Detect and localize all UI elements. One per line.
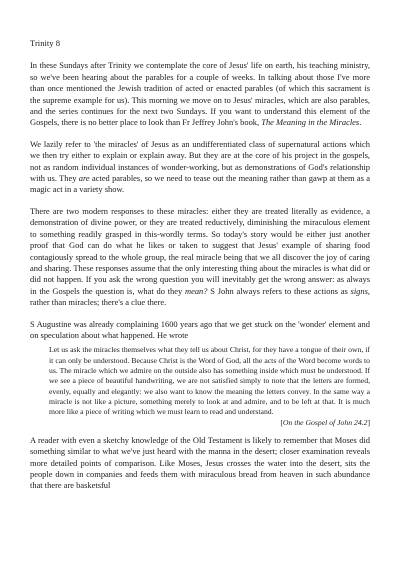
paragraph-1-text: In these Sundays after Trinity we contemplate the core of Jesus' life on earth, his teaching ministry, so we've been hearing about the parables for a couple of weeks. In talking about those I've more than once mentioned the Jewish tradition of acted or enacted parables (of which this sacrament is the supreme example for us). This morning we move on to Jesus' miracles, which are also parables, and the series continues for the next two Sundays. If you want to understand this element of the Gospels, there is no better place to look than Fr Jeffrey John's book, [30,60,370,128]
citation-close-bracket: ] [367,418,370,428]
paragraph-1-end: . [359,117,362,128]
block-quote-text: Let us ask the miracles themselves what they tell us about Christ, for they have a tongue of their own, if it can only be understood. Because Christ is the Word of God, all the acts of the Word become words to us. The miracle which we admire on the outside also has something inside which must be understood. If we see a piece of beautiful handwriting, we are not satisfied simply to note that the letters are formed, evenly, equally and elegantly: we also want to know the meaning the letters convey. In the same way a miracle is not like a picture, something merely to look at and admire, and to be left at that. It is much more like a piece of writing which we must learn to read and understand. [49,345,370,417]
paragraph-3-text-c: , rather than miracles; there's a clue there. [30,285,370,308]
paragraph-3 [30,206,370,309]
paragraph-2 [30,139,370,196]
paragraph-3-emphasis-signs: signs [350,285,368,296]
citation-open-bracket: [ [280,418,283,428]
paragraph-4: S Augustine was already complaining 1600 years ago that we get stuck on the 'wonder' element and on speculation about what happened. He wrote [30,318,370,340]
paragraph-3-text-a: There are two modern responses to these miracles: either they are treated literally as evidence, a demonstration of divine power, or they are treated reductively, diminishing the miraculous element to something readily grasped in this-wordly terms. So today's story would be either just another proof that God can do what he likes or taken to suggest that Jesus' example of sharing food contagiously spread to the whole group, the real miracle being that we all discover the joy of caring and sharing. These responses assume that the only interesting thing about the miracles is what did or did not happen. If you ask the wrong question you will inevitably get the wrong answer: as always in the Gospels the question is, what do they [30,205,370,296]
paragraph-3-text-b: S John always refers to these actions as [207,285,351,296]
citation-title: On the Gospel of John 24.2 [282,418,368,428]
paragraph-2-text-a: We lazily refer to 'the miracles' of Jesus as an undifferentiated class of supernatural actions which we then try either to explain or explain away. But they are at the core of his project in the gospels, not as random individual instances of wonder-working, but as demonstrations of God's relationship with us. They [30,138,370,184]
paragraph-2-emphasis: are [78,173,90,184]
page-heading: Trinity 8 [30,38,61,48]
paragraph-5: A reader with even a sketchy knowledge of the Old Testament is likely to remember that Moses did something similar to what we've just heard with the manna in the desert; closer examination reveals more detailed points of comparison. Like Moses, Jesus crosses the water into the desert, sits the people down in companies and feeds them with miraculous bread from heaven in such abundance that there are basketsful [30,434,370,491]
block-quote [49,345,370,428]
paragraph-2-text-b: acted parables, so we need to tease out the meaning rather than gawp at them as a magic act in a variety show. [30,173,371,195]
quote-citation [49,418,370,428]
paragraph-1 [30,60,370,128]
book-title: The Meaning in the Miracles [261,117,360,128]
paragraph-3-emphasis-mean: mean? [185,285,208,296]
